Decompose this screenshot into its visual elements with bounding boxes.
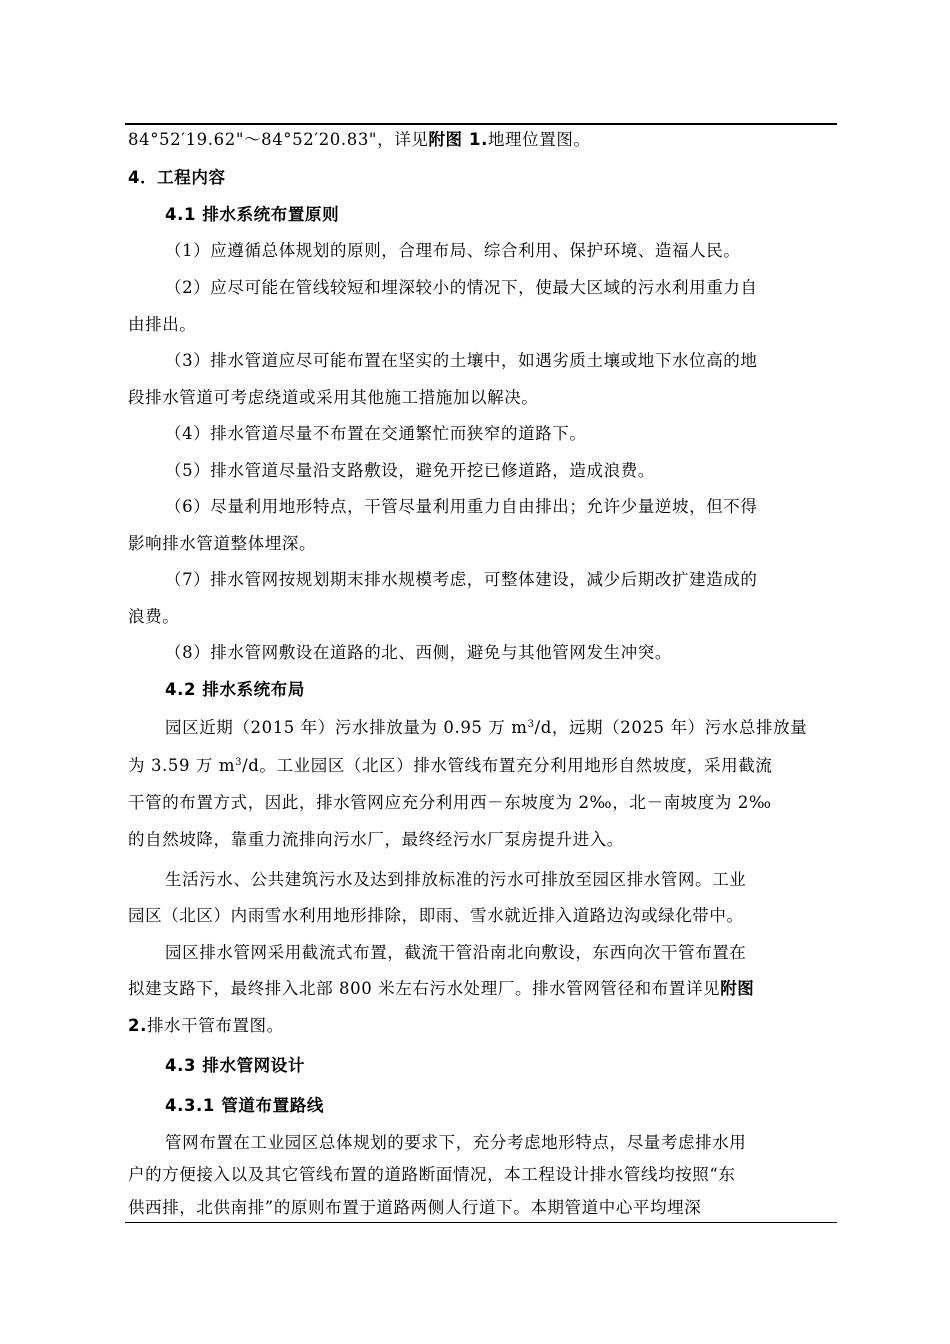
text-line: 影响排水管道整体埋深。 (128, 534, 317, 553)
text-line (128, 130, 591, 150)
text-line: 生活污水、公共建筑污水及达到排放标准的污水可排放至园区排水管网。工业 (165, 870, 747, 889)
text-line: 户的方便接入以及其它管线布置的道路断面情况，本工程设计排水管线均按照“东 (128, 1165, 736, 1184)
text-line: （2）应尽可能在管线较短和埋深较小的情况下，使最大区域的污水利用重力自 (165, 278, 758, 297)
section-heading: 4．工程内容 (128, 168, 226, 187)
text-line: （5）排水管道尽量沿支路敷设，避免开挖已修道路，造成浪费。 (165, 461, 655, 480)
text-line (128, 756, 772, 776)
subsection-heading: 4.2 排水系统布局 (165, 680, 305, 699)
text-line: 由排出。 (128, 315, 197, 334)
text-line: （8）排水管网敷设在道路的北、西侧，避免与其他管网发生冲突。 (165, 643, 672, 662)
text-line: （7）排水管网按规划期末排水规模考虑，可整体建设，减少后期改扩建造成的 (165, 570, 758, 589)
text-segment: /d。工业园区（北区）排水管线布置充分利用地形自然坡度，采用截流 (242, 756, 773, 775)
figure-caption-ref: 地理位置图。 (487, 130, 591, 149)
subsection-heading: 4.3.1 管道布置路线 (165, 1096, 324, 1115)
text-line (165, 718, 807, 738)
text-line (128, 979, 754, 999)
text-line: 浪费。 (128, 607, 180, 626)
text-line: 管网布置在工业园区总体规划的要求下，充分考虑地形特点，尽量考虑排水用 (165, 1133, 747, 1152)
superscript: 3 (235, 757, 243, 768)
text-segment: /d，远期（2025 年）污水总排放量 (534, 718, 808, 737)
footer-rule (125, 1222, 837, 1223)
figure-ref: 2. (128, 1016, 147, 1035)
text-line: （3）排水管道应尽可能布置在坚实的土壤中，如遇劣质土壤或地下水位高的地 (165, 351, 758, 370)
text-segment: 园区近期（2015 年）污水排放量为 0.95 万 m (165, 718, 528, 737)
figure-ref: 附图 (720, 979, 755, 998)
text-line: 园区（北区）内雨雪水利用地形排除，即雨、雪水就近排入道路边沟或绿化带中。 (128, 906, 744, 925)
text-line: 干管的布置方式，因此，排水管网应充分利用西－东坡度为 2‰，北－南坡度为 2‰ (128, 793, 772, 812)
text-line (128, 1016, 284, 1036)
text-line: （1）应遵循总体规划的原则，合理布局、综合利用、保护环境、造福人民。 (165, 241, 741, 260)
coordinates-text: 84°52′19.62"～84°52′20.83"，详见 (128, 130, 429, 149)
header-rule (125, 123, 837, 125)
figure-ref: 附图 1. (428, 130, 488, 149)
text-line: （6）尽量利用地形特点，干管尽量利用重力自由排出；允许少量逆坡，但不得 (165, 497, 758, 516)
text-line: 的自然坡降，靠重力流排向污水厂，最终经污水厂泵房提升进入。 (128, 830, 624, 849)
subsection-heading: 4.3 排水管网设计 (165, 1056, 305, 1075)
subsection-heading: 4.1 排水系统布置原则 (165, 205, 340, 224)
text-segment: 拟建支路下，最终排入北部 800 米左右污水处理厂。排水管网管径和布置详见 (128, 979, 721, 998)
text-line: 段排水管道可考虑绕道或采用其他施工措施加以解决。 (128, 388, 539, 407)
text-line: 供西排，北供南排”的原则布置于道路两侧人行道下。本期管道中心平均埋深 (128, 1198, 702, 1217)
text-line: （4）排水管道尽量不布置在交通繁忙而狭窄的道路下。 (165, 424, 587, 443)
text-segment: 为 3.59 万 m (128, 756, 236, 775)
text-segment: 排水干管布置图。 (146, 1016, 284, 1035)
text-line: 园区排水管网采用截流式布置，截流干管沿南北向敷设，东西向次干管布置在 (165, 943, 747, 962)
superscript: 3 (527, 719, 535, 730)
